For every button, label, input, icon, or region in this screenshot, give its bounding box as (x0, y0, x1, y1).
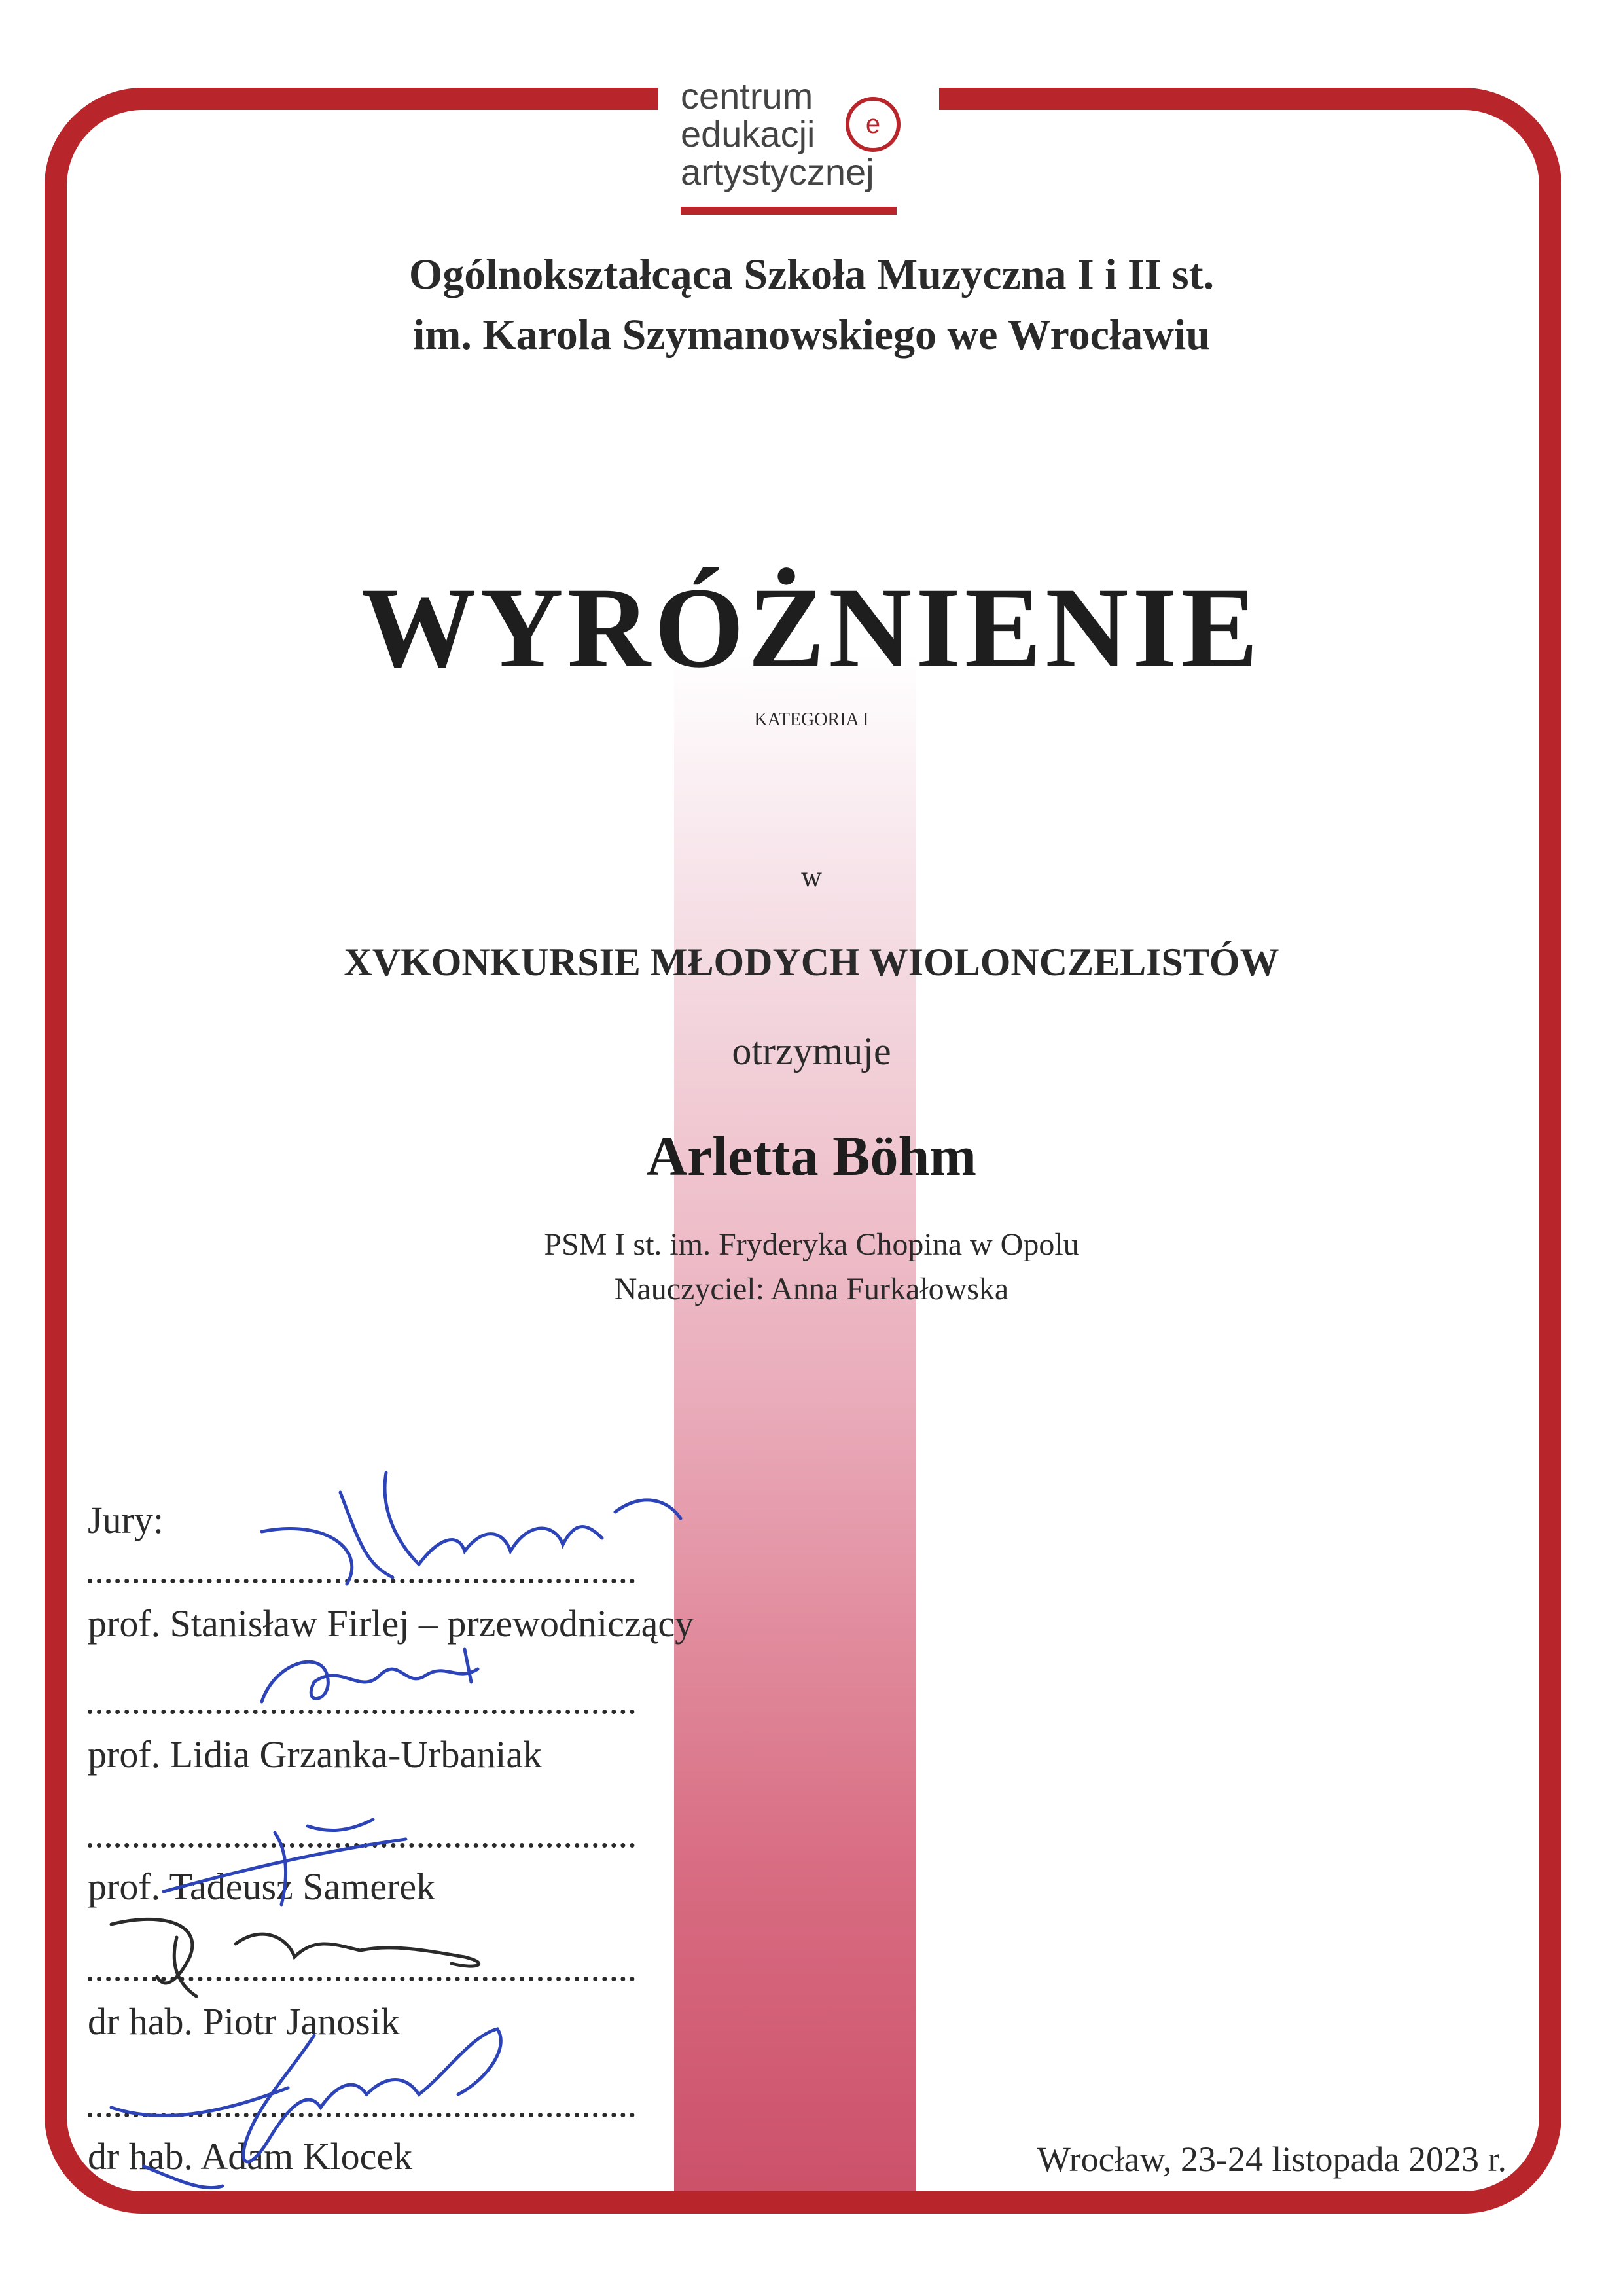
jury-member: prof. Tadeusz Samerek (88, 1865, 436, 1908)
school-line-1: Ogólnokształcąca Szkoła Muzyczna I i II st. (408, 251, 1215, 298)
school-header (0, 245, 1623, 365)
jury-member: prof. Stanisław Firlej – przewodniczący (88, 1602, 694, 1645)
signature-3-icon (157, 1793, 432, 1911)
jury-member: prof. Lidia Grzanka-Urbaniak (88, 1733, 543, 1776)
school-line-2: im. Karola Szymanowskiego we Wrocławiu (413, 311, 1210, 359)
recipient-school: PSM I st. im. Fryderyka Chopina w Opolu (544, 1227, 1079, 1262)
contest-name: XVKONKURSIE MŁODYCH WIOLONCZELISTÓW (344, 941, 1279, 984)
preposition: w (801, 861, 822, 893)
receives-text: otrzymuje (732, 1030, 891, 1073)
jury-member: dr hab. Piotr Janosik (88, 2000, 400, 2043)
logo-text (681, 77, 874, 191)
signature-2-icon (249, 1636, 524, 1728)
jury-label: Jury: (88, 1499, 164, 1541)
place-and-date: Wrocław, 23-24 listopada 2023 r. (1037, 2140, 1507, 2179)
logo-underline (681, 207, 897, 215)
award-category: KATEGORIA I (754, 709, 869, 730)
award-title: WYRÓŻNIENIE (361, 564, 1262, 692)
logo-line-2: edukacji (681, 113, 815, 154)
jury-member: dr hab. Adam Klocek (88, 2135, 413, 2178)
signature-1-icon (249, 1453, 707, 1604)
recipient-teacher: Nauczyciel: Anna Furkałowska (614, 1272, 1009, 1306)
signature-5-icon (92, 2009, 550, 2206)
recipient-name: Arletta Böhm (647, 1124, 976, 1187)
recipient-details (0, 1223, 1623, 1312)
signature-4-icon (98, 1898, 504, 2003)
cea-logo (674, 77, 923, 221)
logo-mark-icon: e (846, 97, 901, 152)
logo-line-1: centrum (681, 75, 813, 117)
logo-line-3: artystycznej (681, 151, 874, 192)
